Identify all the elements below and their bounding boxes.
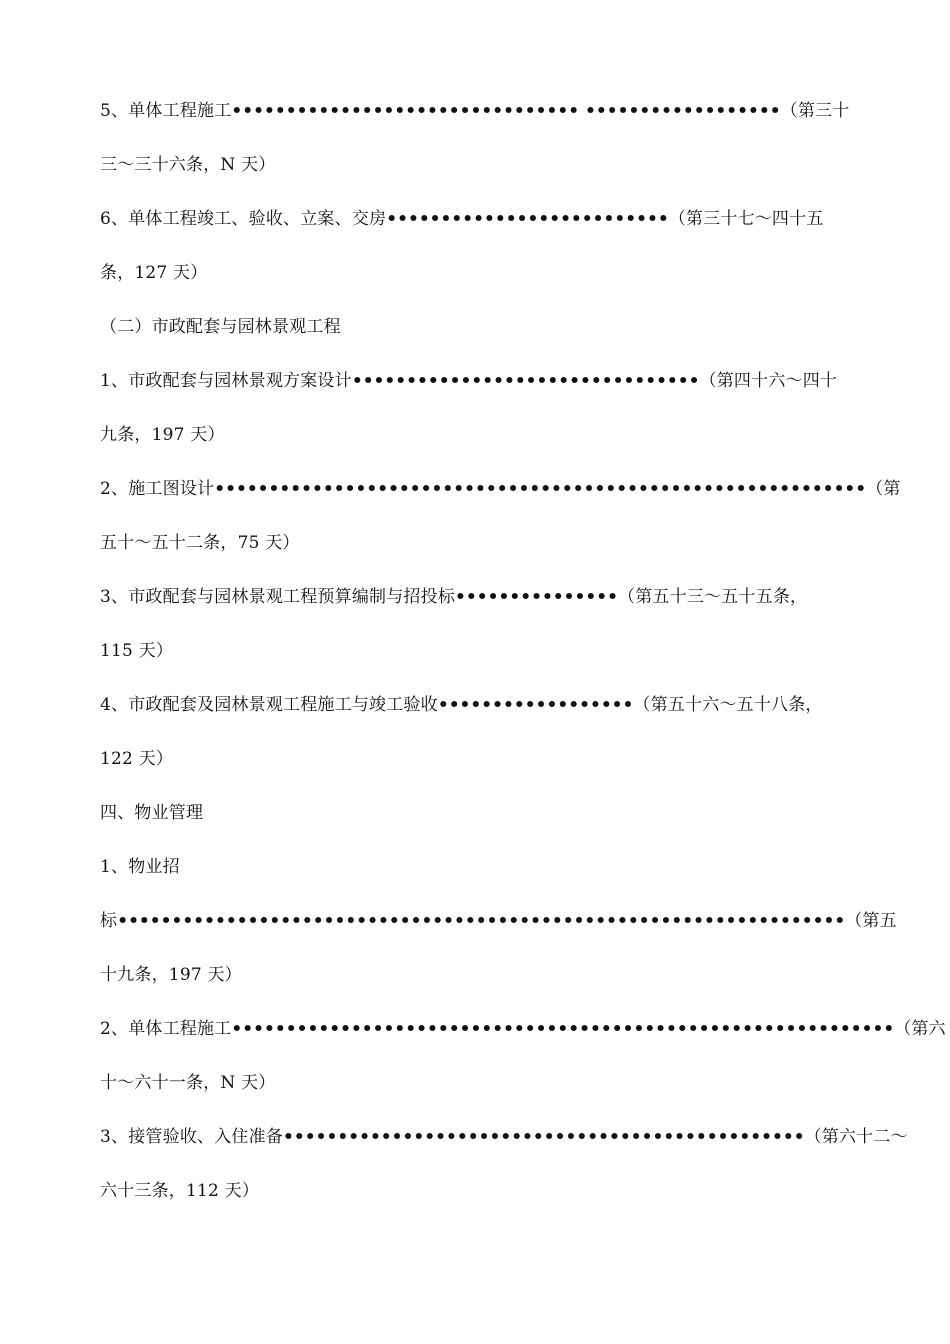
- line-text: 十～六十一条，N 天）: [100, 1073, 276, 1093]
- line-reference: （第三十: [780, 101, 850, 121]
- line-text: 六十三条，112 天）: [100, 1181, 260, 1201]
- leader-dots: ••••••••••••••••••••••••••••••••••••••••••••••••••••••••••••: [214, 479, 867, 499]
- leader-dots: ••••••••••••••••••••••••••••••••: [351, 371, 700, 391]
- line-text: 6、单体工程竣工、验收、立案、交房: [100, 209, 387, 229]
- leader-dots: •••••••••••••••••••••••••••••••••••••••••••••••••••••••••••••••••••: [117, 911, 846, 931]
- text-line-7: [100, 408, 860, 462]
- line-text: 1、市政配套与园林景观方案设计: [100, 371, 352, 391]
- text-line-19: [100, 1056, 860, 1110]
- section-heading: [100, 786, 860, 840]
- line-reference: （第五: [845, 911, 897, 931]
- leader-dots: •••••••••••••••: [455, 587, 619, 607]
- text-line-1: [100, 84, 860, 138]
- line-text: 2、单体工程施工: [100, 1019, 232, 1039]
- text-line-21: [100, 1164, 860, 1218]
- text-line-9: [100, 516, 860, 570]
- section-heading: [100, 300, 860, 354]
- line-text: （二）市政配套与园林景观工程: [100, 317, 341, 337]
- line-reference: （第五十六～五十八条，: [633, 695, 823, 715]
- line-text: 标: [100, 911, 118, 931]
- document-page: [100, 84, 946, 1218]
- text-line-15: [100, 840, 860, 894]
- line-text: 5、单体工程施工: [100, 101, 232, 121]
- line-text: 条，127 天）: [100, 263, 208, 283]
- text-line-20: [100, 1110, 908, 1164]
- text-line-16: [100, 894, 897, 948]
- line-reference: （第五十三～五十五条，: [618, 587, 808, 607]
- text-line-2: [100, 138, 860, 192]
- line-text: 九条，197 天）: [100, 425, 225, 445]
- leader-dots: ••••••••••••••••••••••••••••••••••••••••••••••••: [283, 1127, 805, 1147]
- line-text: 115 天）: [100, 641, 174, 661]
- line-text: 1、物业招: [100, 857, 180, 877]
- text-line-4: [100, 246, 860, 300]
- text-line-13: [100, 732, 860, 786]
- line-text: 3、市政配套与园林景观工程预算编制与招投标: [100, 587, 456, 607]
- line-text: 3、接管验收、入住准备: [100, 1127, 284, 1147]
- line-text: 4、市政配套及园林景观工程施工与竣工验收: [100, 695, 438, 715]
- text-line-11: [100, 624, 860, 678]
- text-line-10: [100, 570, 860, 624]
- line-text: 四、物业管理: [100, 803, 204, 823]
- line-reference: （第六十二～: [804, 1127, 908, 1147]
- line-text: 三～三十六条，N 天）: [100, 155, 276, 175]
- leader-dots: ••••••••••••••••••: [437, 695, 634, 715]
- line-text: 122 天）: [100, 749, 174, 769]
- line-reference: （第三十七～四十五: [668, 209, 824, 229]
- line-reference: （第: [866, 479, 901, 499]
- line-reference: （第六: [894, 1019, 946, 1039]
- text-line-6: [100, 354, 860, 408]
- line-text: 五十～五十二条，75 天）: [100, 533, 300, 553]
- leader-dots: ••••••••••••••••••••••••••: [386, 209, 669, 229]
- leader-dots: •••••••••••••••••••••••••••••••••••••••••••••••••••••••••••••: [231, 1019, 895, 1039]
- text-line-8: [100, 462, 901, 516]
- leader-dots: •••••••••••••••••••••••••••••••• ••••••••••••••••••: [231, 101, 781, 121]
- text-line-17: [100, 948, 860, 1002]
- text-line-3: [100, 192, 860, 246]
- line-text: 2、施工图设计: [100, 479, 215, 499]
- text-line-12: [100, 678, 860, 732]
- text-line-18: [100, 1002, 946, 1056]
- line-text: 十九条，197 天）: [100, 965, 242, 985]
- line-reference: （第四十六～四十: [699, 371, 838, 391]
